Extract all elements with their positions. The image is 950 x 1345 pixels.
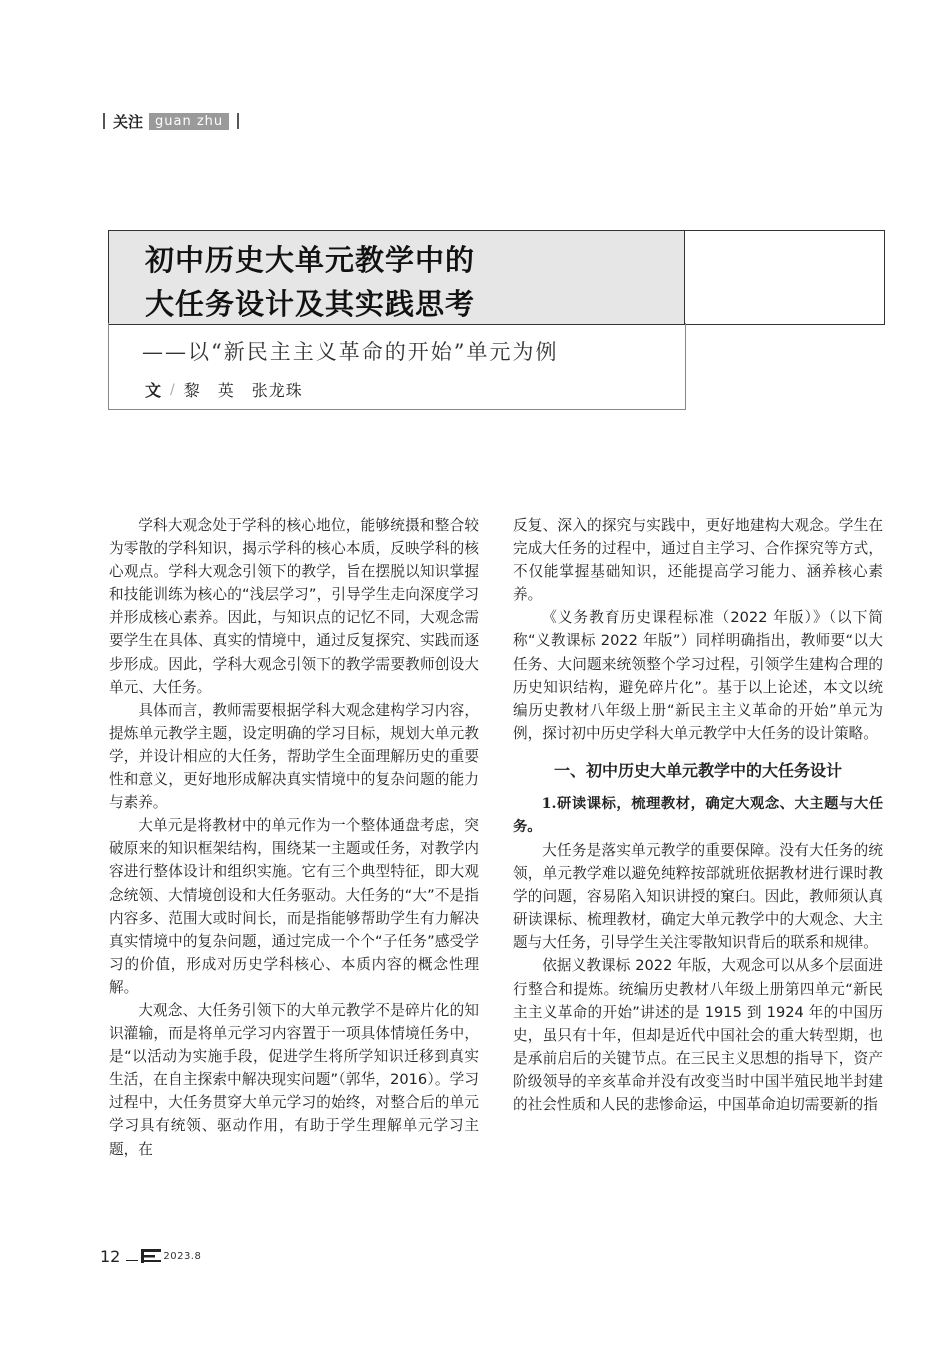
section-heading: 一、初中历史大单元教学中的大任务设计 [553,760,842,780]
issue-number: 2023.8 [163,1250,202,1262]
paragraph-continued: 反复、深入的探究与实践中，更好地建构大观念。学生在完成大任务的过程中，通过自主学习、合作探究等方式，不仅能掌握基础知识，还能提高学习能力、涵养核心素养。 [513,517,883,604]
column-name: 关注 [113,112,144,131]
paragraph: 《义务教育历史课程标准（2022 年版）》（以下简称“义教课标 2022 年版”）同样明确指出，教师要“以大任务、大问题来统领整个学习过程，引领学生建构合理的历史知识结构，避免碎片化”。基于以上论述，本文以统编历史教材八年级上册“新民主主义革命的开始”单元为例，探讨初中历史学科大单元教学中大任务的设计策略。 [513,609,883,742]
column-pinyin: guan zhu [149,113,229,130]
page-number: 12 [100,1246,121,1266]
paragraph: 具体而言，教师需要根据学科大观念建构学习内容，提炼单元教学主题，设定明确的学习目标，规划大单元教学，并设计相应的大任务，帮助学生全面理解历史的重要性和意义，更好地形成解决真实情境中的复杂问题的能力与素养。 [109,701,479,812]
article-title-line-2: 大任务设计及其实践思考 [145,287,476,321]
article-subtitle: ——以“新民主主义革命的开始”单元为例 [142,340,559,364]
left-column [109,514,479,1161]
paragraph: 大观念、大任务引领下的大单元教学不是碎片化的知识灌输，而是将单元学习内容置于一项具体情境任务中，是“以活动为实施手段，促进学生将所学知识迁移到真实生活，在自主探索中解决现实问题”（郭华，2016）。学习过程中，大任务贯穿大单元学习的始终，对整合后的单元学习具有统领、驱动作用，有助于学生理解单元学习主题，在 [109,1001,479,1158]
byline-separator: / [170,381,175,398]
subsection-heading: 1.研读课标，梳理教材，确定大观念、大主题与大任务。 [513,795,883,835]
byline-label: 文 [145,381,162,400]
paragraph: 依据义教课标 2022 年版，大观念可以从多个层面进行整合和提炼。统编历史教材八年级上册第四单元“新民主主义革命的开始”讲述的是 1915 到 1924 年的中国历史，虽只有十年，但却是近代中国社会的重大转型期，也是承前启后的关键节点。在三民主义思想的指导下，资产阶级领导的辛亥革命并没有改变当时中国半殖民地半封建的社会性质和人民的悲惨命运，中国革命迫切需要新的指 [513,957,883,1113]
footer-rule [126,1260,138,1261]
paragraph: 学科大观念处于学科的核心地位，能够统摄和整合较为零散的学科知识，揭示学科的核心本质，反映学科的核心观点。学科大观念引领下的教学，旨在摆脱以知识掌握和技能训练为核心的“浅层学习”，引导学生走向深度学习并形成核心素养。因此，与知识点的记忆不同，大观念需要学生在具体、真实的情境中，通过反复探究、实践而逐步形成。因此，学科大观念引领下的教学需要教师创设大单元、大任务。 [109,517,479,696]
tag-bar-right [237,113,239,129]
page-footer [100,1246,201,1266]
magazine-logo-icon [141,1249,161,1263]
paragraph: 大任务是落实单元教学的重要保障。没有大任务的统领，单元教学难以避免纯粹按部就班依据教材进行课时教学的问题，容易陷入知识讲授的窠臼。因此，教师须认真研读课标、梳理教材，确定大单元教学中的大观念、大主题与大任务，引导学生关注零散知识背后的联系和规律。 [513,841,883,952]
article-title-line-1: 初中历史大单元教学中的 [145,243,476,277]
authors: 黎 英 张龙珠 [183,381,303,400]
title-box-extension [684,230,885,325]
right-column [513,514,883,1116]
byline [145,378,303,401]
paragraph: 大单元是将教材中的单元作为一个整体通盘考虑，突破原来的知识框架结构，围绕某一主题或任务，对教学内容进行整体设计和组织实施。它有三个典型特征，即大观念统领、大情境创设和大任务驱动。大任务的“大”不是指内容多、范围大或时间长，而是指能够帮助学生有力解决真实情境中的复杂问题，通过完成一个个“子任务”感受学习的价值，形成对历史学科核心、本质内容的概念性理解。 [109,817,479,996]
column-tag [103,110,239,132]
tag-bar-left [103,113,105,129]
